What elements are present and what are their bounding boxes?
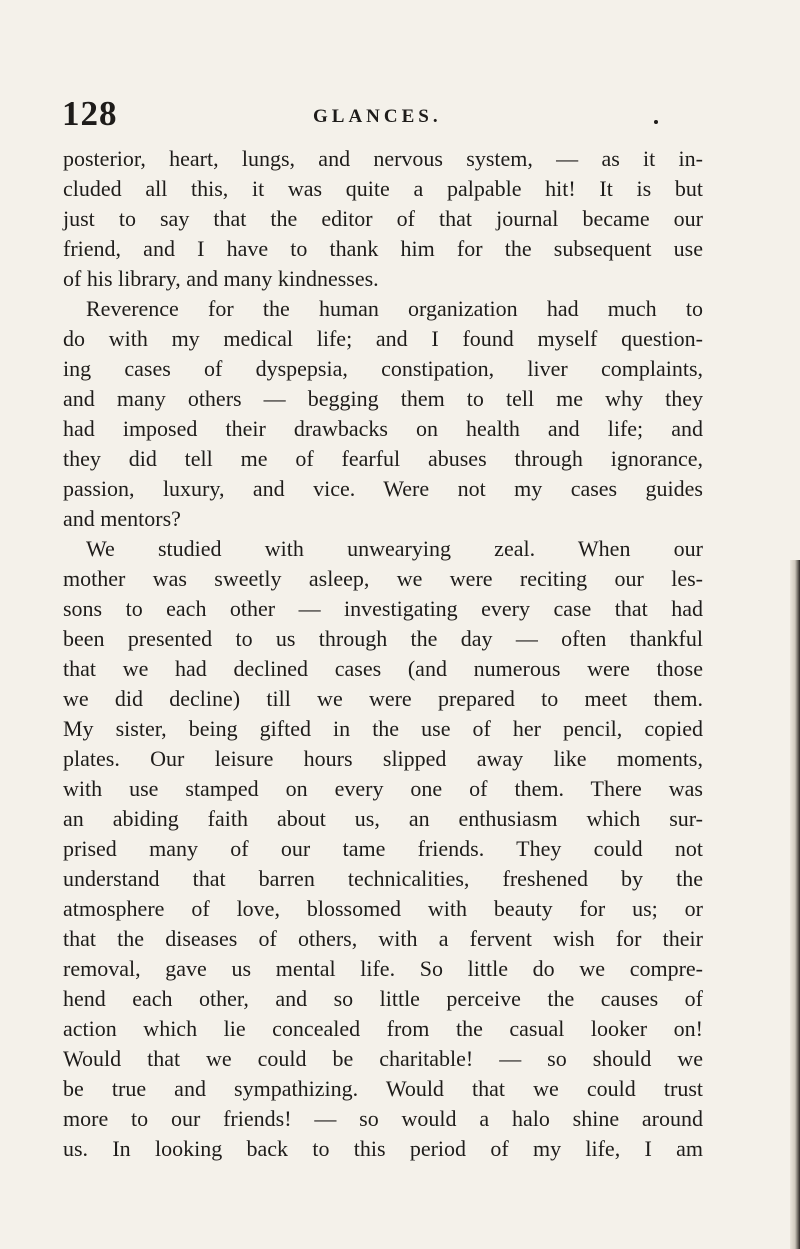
text-line: cluded all this, it was quite a palpable hit! It is but	[63, 176, 703, 201]
text-line: been presented to us through the day — often thankful	[63, 626, 703, 651]
text-line: Would that we could be charitable! — so should we	[63, 1046, 703, 1071]
text-line: and many others — begging them to tell me why they	[63, 386, 703, 411]
text-line: atmosphere of love, blossomed with beauty for us; or	[63, 896, 703, 921]
text-line: We studied with unwearying zeal. When our	[86, 536, 703, 561]
text-line: of his library, and many kindnesses.	[63, 266, 379, 291]
text-line: just to say that the editor of that journal became our	[63, 206, 703, 231]
text-line: and mentors?	[63, 506, 181, 531]
text-line: My sister, being gifted in the use of her pencil, copied	[63, 716, 703, 741]
text-line: they did tell me of fearful abuses through ignorance,	[63, 446, 703, 471]
text-line: action which lie concealed from the casual looker on!	[63, 1016, 703, 1041]
text-line: more to our friends! — so would a halo shine around	[63, 1106, 703, 1131]
text-line: understand that barren technicalities, freshened by the	[63, 866, 703, 891]
running-head	[62, 94, 702, 134]
text-line: removal, gave us mental life. So little do we compre-	[63, 956, 703, 981]
text-line: hend each other, and so little perceive the causes of	[63, 986, 703, 1011]
text-line: us. In looking back to this period of my life, I am	[63, 1136, 703, 1161]
text-line: an abiding faith about us, an enthusiasm which sur-	[63, 806, 703, 831]
text-line: with use stamped on every one of them. There was	[63, 776, 703, 801]
text-line: ing cases of dyspepsia, constipation, liver complaints,	[63, 356, 703, 381]
body-text	[63, 144, 703, 1164]
text-line: do with my medical life; and I found myself question-	[63, 326, 703, 351]
text-line: posterior, heart, lungs, and nervous system, — as it in-	[63, 146, 703, 171]
page-number: 128	[62, 94, 118, 133]
text-line: Reverence for the human organization had much to	[86, 296, 703, 321]
text-line: passion, luxury, and vice. Were not my cases guides	[63, 476, 703, 501]
printer-dot-mark	[654, 120, 658, 124]
text-line: prised many of our tame friends. They could not	[63, 836, 703, 861]
text-line: be true and sympathizing. Would that we could trust	[63, 1076, 703, 1101]
text-line: sons to each other — investigating every case that had	[63, 596, 703, 621]
text-line: plates. Our leisure hours slipped away like moments,	[63, 746, 703, 771]
text-line: mother was sweetly asleep, we were reciting our les-	[63, 566, 703, 591]
running-title: GLANCES.	[313, 106, 442, 127]
page-edge-shadow	[790, 560, 800, 1249]
text-line: that the diseases of others, with a fervent wish for their	[63, 926, 703, 951]
text-line: friend, and I have to thank him for the subsequent use	[63, 236, 703, 261]
text-line: that we had declined cases (and numerous were those	[63, 656, 703, 681]
text-line: had imposed their drawbacks on health and life; and	[63, 416, 703, 441]
text-line: we did decline) till we were prepared to meet them.	[63, 686, 703, 711]
